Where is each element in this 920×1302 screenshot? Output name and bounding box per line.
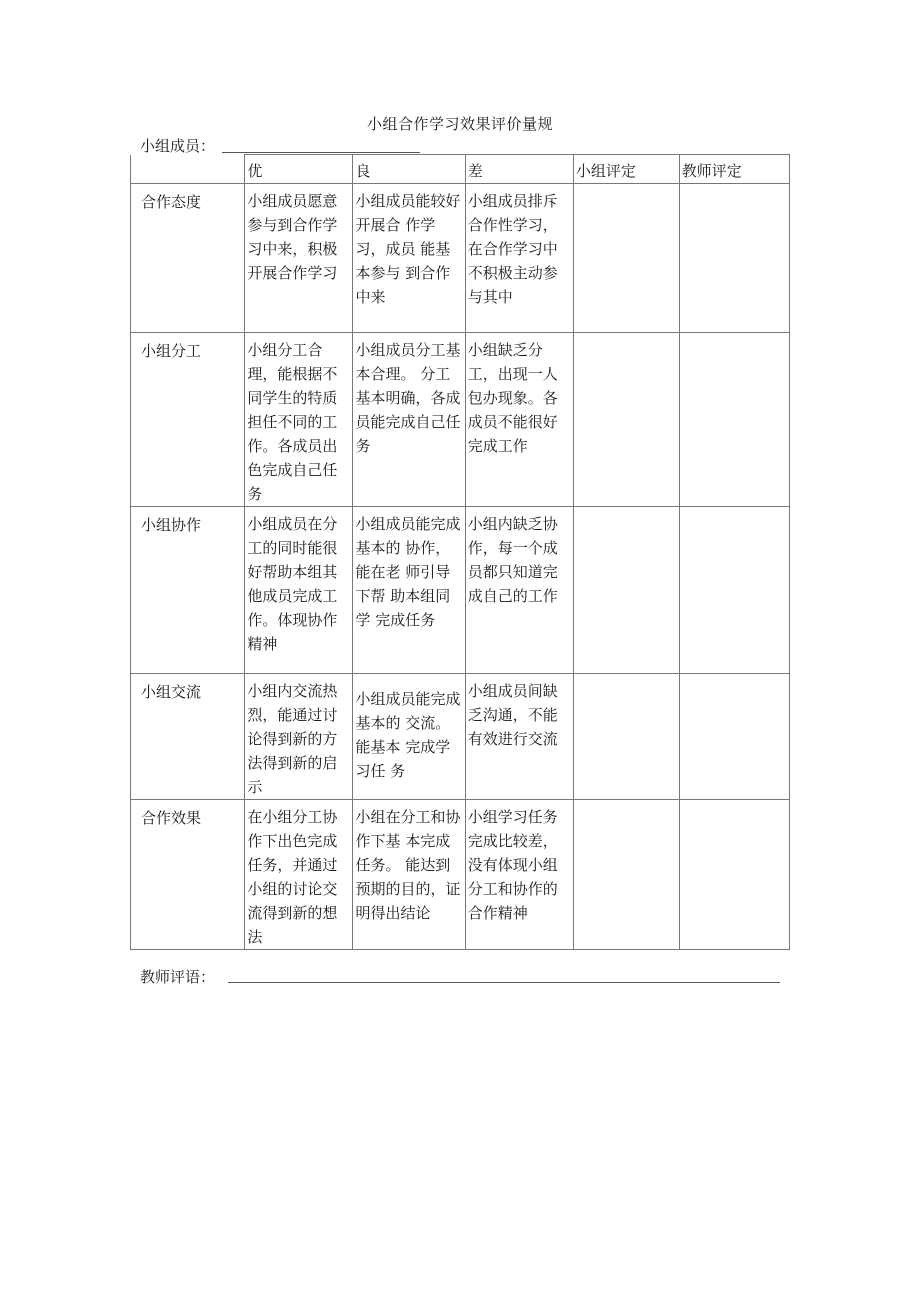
- poor-criteria-cell: 小组学习任务完成比较差，没有体现小组分工和协作的合作精神: [465, 800, 573, 950]
- teacher-comment-label: 教师评语：: [140, 968, 216, 986]
- group-rating-cell[interactable]: [573, 184, 679, 333]
- teacher-rating-cell[interactable]: [679, 507, 789, 674]
- excellent-criteria-cell: 在小组分工协作下出色完成任务，并通过小组的讨论交流得到新的想法: [245, 800, 353, 950]
- good-criteria-cell: 小组成员能完成基本的 协作，能在老 师引导下帮 助本组同学 完成任务: [353, 507, 465, 674]
- evaluation-rubric-table: [130, 154, 790, 950]
- poor-criteria-cell: 小组内缺乏协作，每一个成员都只知道完成自己的工作: [465, 507, 573, 674]
- good-criteria-cell: 小组在分工和协作下基 本完成任务。 能达到预期的目的，证明得出结论: [353, 800, 465, 950]
- table-header-row: [131, 155, 790, 184]
- table-row: [131, 333, 790, 507]
- header-cell-teacher-rating: 教师评定: [679, 155, 789, 184]
- table-row: [131, 184, 790, 333]
- good-criteria-text: 小组成员能完成基本的 交流。能基本 完成学习任 务: [355, 690, 461, 780]
- poor-criteria-cell: 小组成员排斥合作性学习，在合作学习中不积极主动参与其中: [465, 184, 573, 333]
- group-rating-cell[interactable]: [573, 800, 679, 950]
- group-rating-cell[interactable]: [573, 333, 679, 507]
- teacher-comment-blank-line[interactable]: [228, 982, 780, 983]
- teacher-rating-cell[interactable]: [679, 674, 789, 800]
- poor-criteria-cell: 小组成员间缺乏沟通，不能有效进行交流: [465, 674, 573, 800]
- group-rating-cell[interactable]: [573, 507, 679, 674]
- cell-spacer: [355, 679, 462, 687]
- dimension-cell: 小组交流: [131, 674, 245, 800]
- dimension-cell: 合作效果: [131, 800, 245, 950]
- excellent-criteria-cell: 小组分工合理，能根据不同学生的特质担任不同的工作。各成员出色完成自己任务: [245, 333, 353, 507]
- dimension-cell: 合作态度: [131, 184, 245, 333]
- good-criteria-cell: 小组成员能较好开展合 作学习，成员 能基本参与 到合作中来: [353, 184, 465, 333]
- excellent-criteria-cell: 小组成员愿意参与到合作学习中来，积极开展合作学习: [245, 184, 353, 333]
- poor-criteria-cell: 小组缺乏分工，出现一人包办现象。各成员不能很好完成工作: [465, 333, 573, 507]
- excellent-criteria-cell: 小组成员在分工的同时能很好帮助本组其他成员完成工作。体现协作精神: [245, 507, 353, 674]
- excellent-criteria-cell: 小组内交流热烈，能通过讨论得到新的方法得到新的启示: [245, 674, 353, 800]
- header-cell-good: 良: [353, 155, 465, 184]
- header-cell-excellent: 优: [245, 155, 353, 184]
- header-cell-group-rating: 小组评定: [573, 155, 679, 184]
- dimension-cell: 小组协作: [131, 507, 245, 674]
- group-members-blank-line: [222, 152, 420, 153]
- table-row: [131, 674, 790, 800]
- teacher-rating-cell[interactable]: [679, 800, 789, 950]
- header-cell-dimension: [131, 155, 245, 184]
- teacher-rating-cell[interactable]: [679, 333, 789, 507]
- group-rating-cell[interactable]: [573, 674, 679, 800]
- dimension-cell: 小组分工: [131, 333, 245, 507]
- good-criteria-cell: 小组成员分工基本合理。 分工基本明确，各成员能完成自己任 务: [353, 333, 465, 507]
- document-title: 小组合作学习效果评价量规: [366, 115, 553, 133]
- good-criteria-cell: [353, 674, 465, 800]
- group-members-label: 小组成员：: [140, 137, 216, 155]
- table-row: [131, 507, 790, 674]
- table-row: [131, 800, 790, 950]
- teacher-rating-cell[interactable]: [679, 184, 789, 333]
- header-cell-poor: 差: [465, 155, 573, 184]
